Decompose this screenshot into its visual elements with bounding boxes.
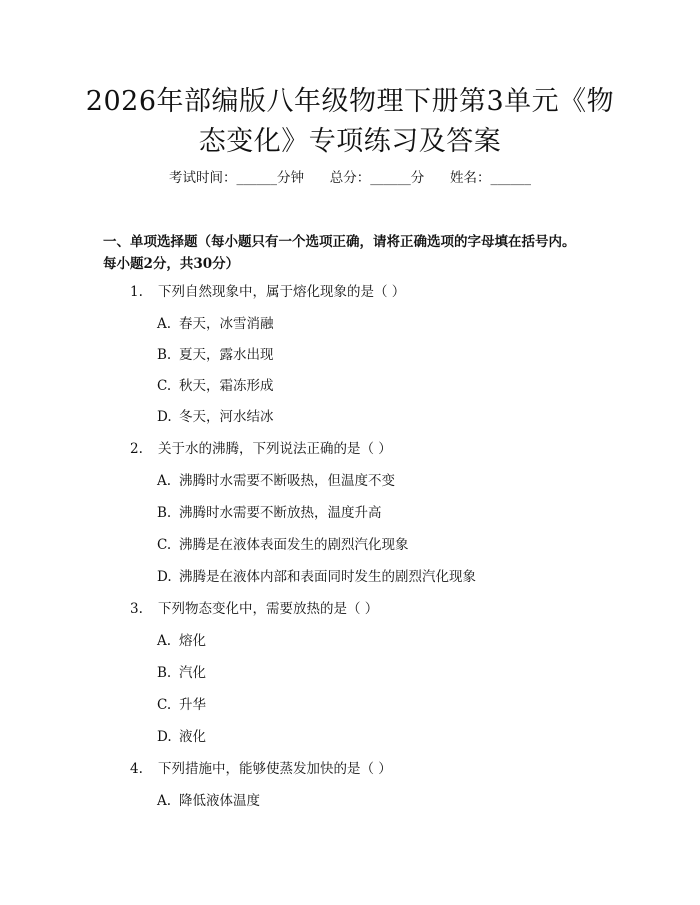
question-text: 关于水的沸腾，下列说法正确的是（ ）	[158, 441, 392, 457]
question-text: 下列自然现象中，属于熔化现象的是（ ）	[158, 284, 406, 300]
question-1	[130, 283, 405, 301]
question-number: 1.	[130, 284, 143, 300]
exam-info-line: 考试时间：______分钟 总分：______分 姓名：______	[169, 170, 531, 186]
option-3c	[157, 696, 206, 714]
question-text: 下列措施中，能够使蒸发加快的是（ ）	[158, 761, 392, 777]
option-letter: D.	[157, 569, 172, 585]
option-letter: D.	[157, 729, 172, 745]
option-letter: D.	[157, 409, 172, 425]
option-text: 汽化	[179, 665, 206, 681]
option-letter: C.	[157, 697, 172, 713]
option-text: 液化	[179, 729, 206, 745]
question-3	[130, 600, 378, 618]
option-2a	[157, 472, 395, 490]
option-letter: A.	[157, 793, 172, 809]
option-letter: A.	[157, 633, 172, 649]
section-heading-line-1: 一、单项选择题（每小题只有一个选项正确，请将正确选项的字母填在括号内。	[103, 234, 576, 250]
option-letter: B.	[157, 347, 172, 363]
page-title	[60, 82, 640, 162]
option-text: 沸腾是在液体内部和表面同时发生的剧烈汽化现象	[179, 569, 476, 585]
option-1a	[157, 315, 274, 333]
option-text: 熔化	[179, 633, 206, 649]
option-text: 降低液体温度	[179, 793, 260, 809]
option-text: 沸腾是在液体表面发生的剧烈汽化现象	[179, 537, 409, 553]
question-number: 2.	[130, 441, 143, 457]
question-4	[130, 760, 392, 778]
option-3a	[157, 632, 206, 650]
option-text: 秋天，霜冻形成	[179, 378, 274, 394]
option-text: 夏天，露水出现	[179, 347, 274, 363]
option-3d	[157, 728, 206, 746]
option-1b	[157, 346, 274, 364]
question-number: 3.	[130, 601, 143, 617]
option-4a	[157, 792, 260, 810]
section-heading-line-2: 每小题2分，共30分）	[103, 256, 240, 272]
option-1c	[157, 377, 274, 395]
question-number: 4.	[130, 761, 143, 777]
question-2	[130, 440, 392, 458]
option-text: 升华	[179, 697, 206, 713]
option-1d	[157, 408, 274, 426]
section-heading	[103, 231, 603, 275]
option-letter: C.	[157, 378, 172, 394]
option-letter: A.	[157, 473, 172, 489]
option-letter: B.	[157, 505, 172, 521]
title-line-2: 态变化》专项练习及答案	[198, 126, 502, 157]
option-text: 冬天，河水结冰	[179, 409, 274, 425]
option-letter: A.	[157, 316, 172, 332]
option-letter: C.	[157, 537, 172, 553]
option-2d	[157, 568, 476, 586]
option-text: 沸腾时水需要不断吸热，但温度不变	[179, 473, 395, 489]
option-2b	[157, 504, 382, 522]
option-3b	[157, 664, 206, 682]
option-text: 春天，冰雪消融	[179, 316, 274, 332]
option-letter: B.	[157, 665, 172, 681]
option-2c	[157, 536, 409, 554]
title-line-1: 2026年部编版八年级物理下册第3单元《物	[85, 86, 615, 117]
question-text: 下列物态变化中，需要放热的是（ ）	[158, 601, 379, 617]
option-text: 沸腾时水需要不断放热，温度升高	[179, 505, 382, 521]
